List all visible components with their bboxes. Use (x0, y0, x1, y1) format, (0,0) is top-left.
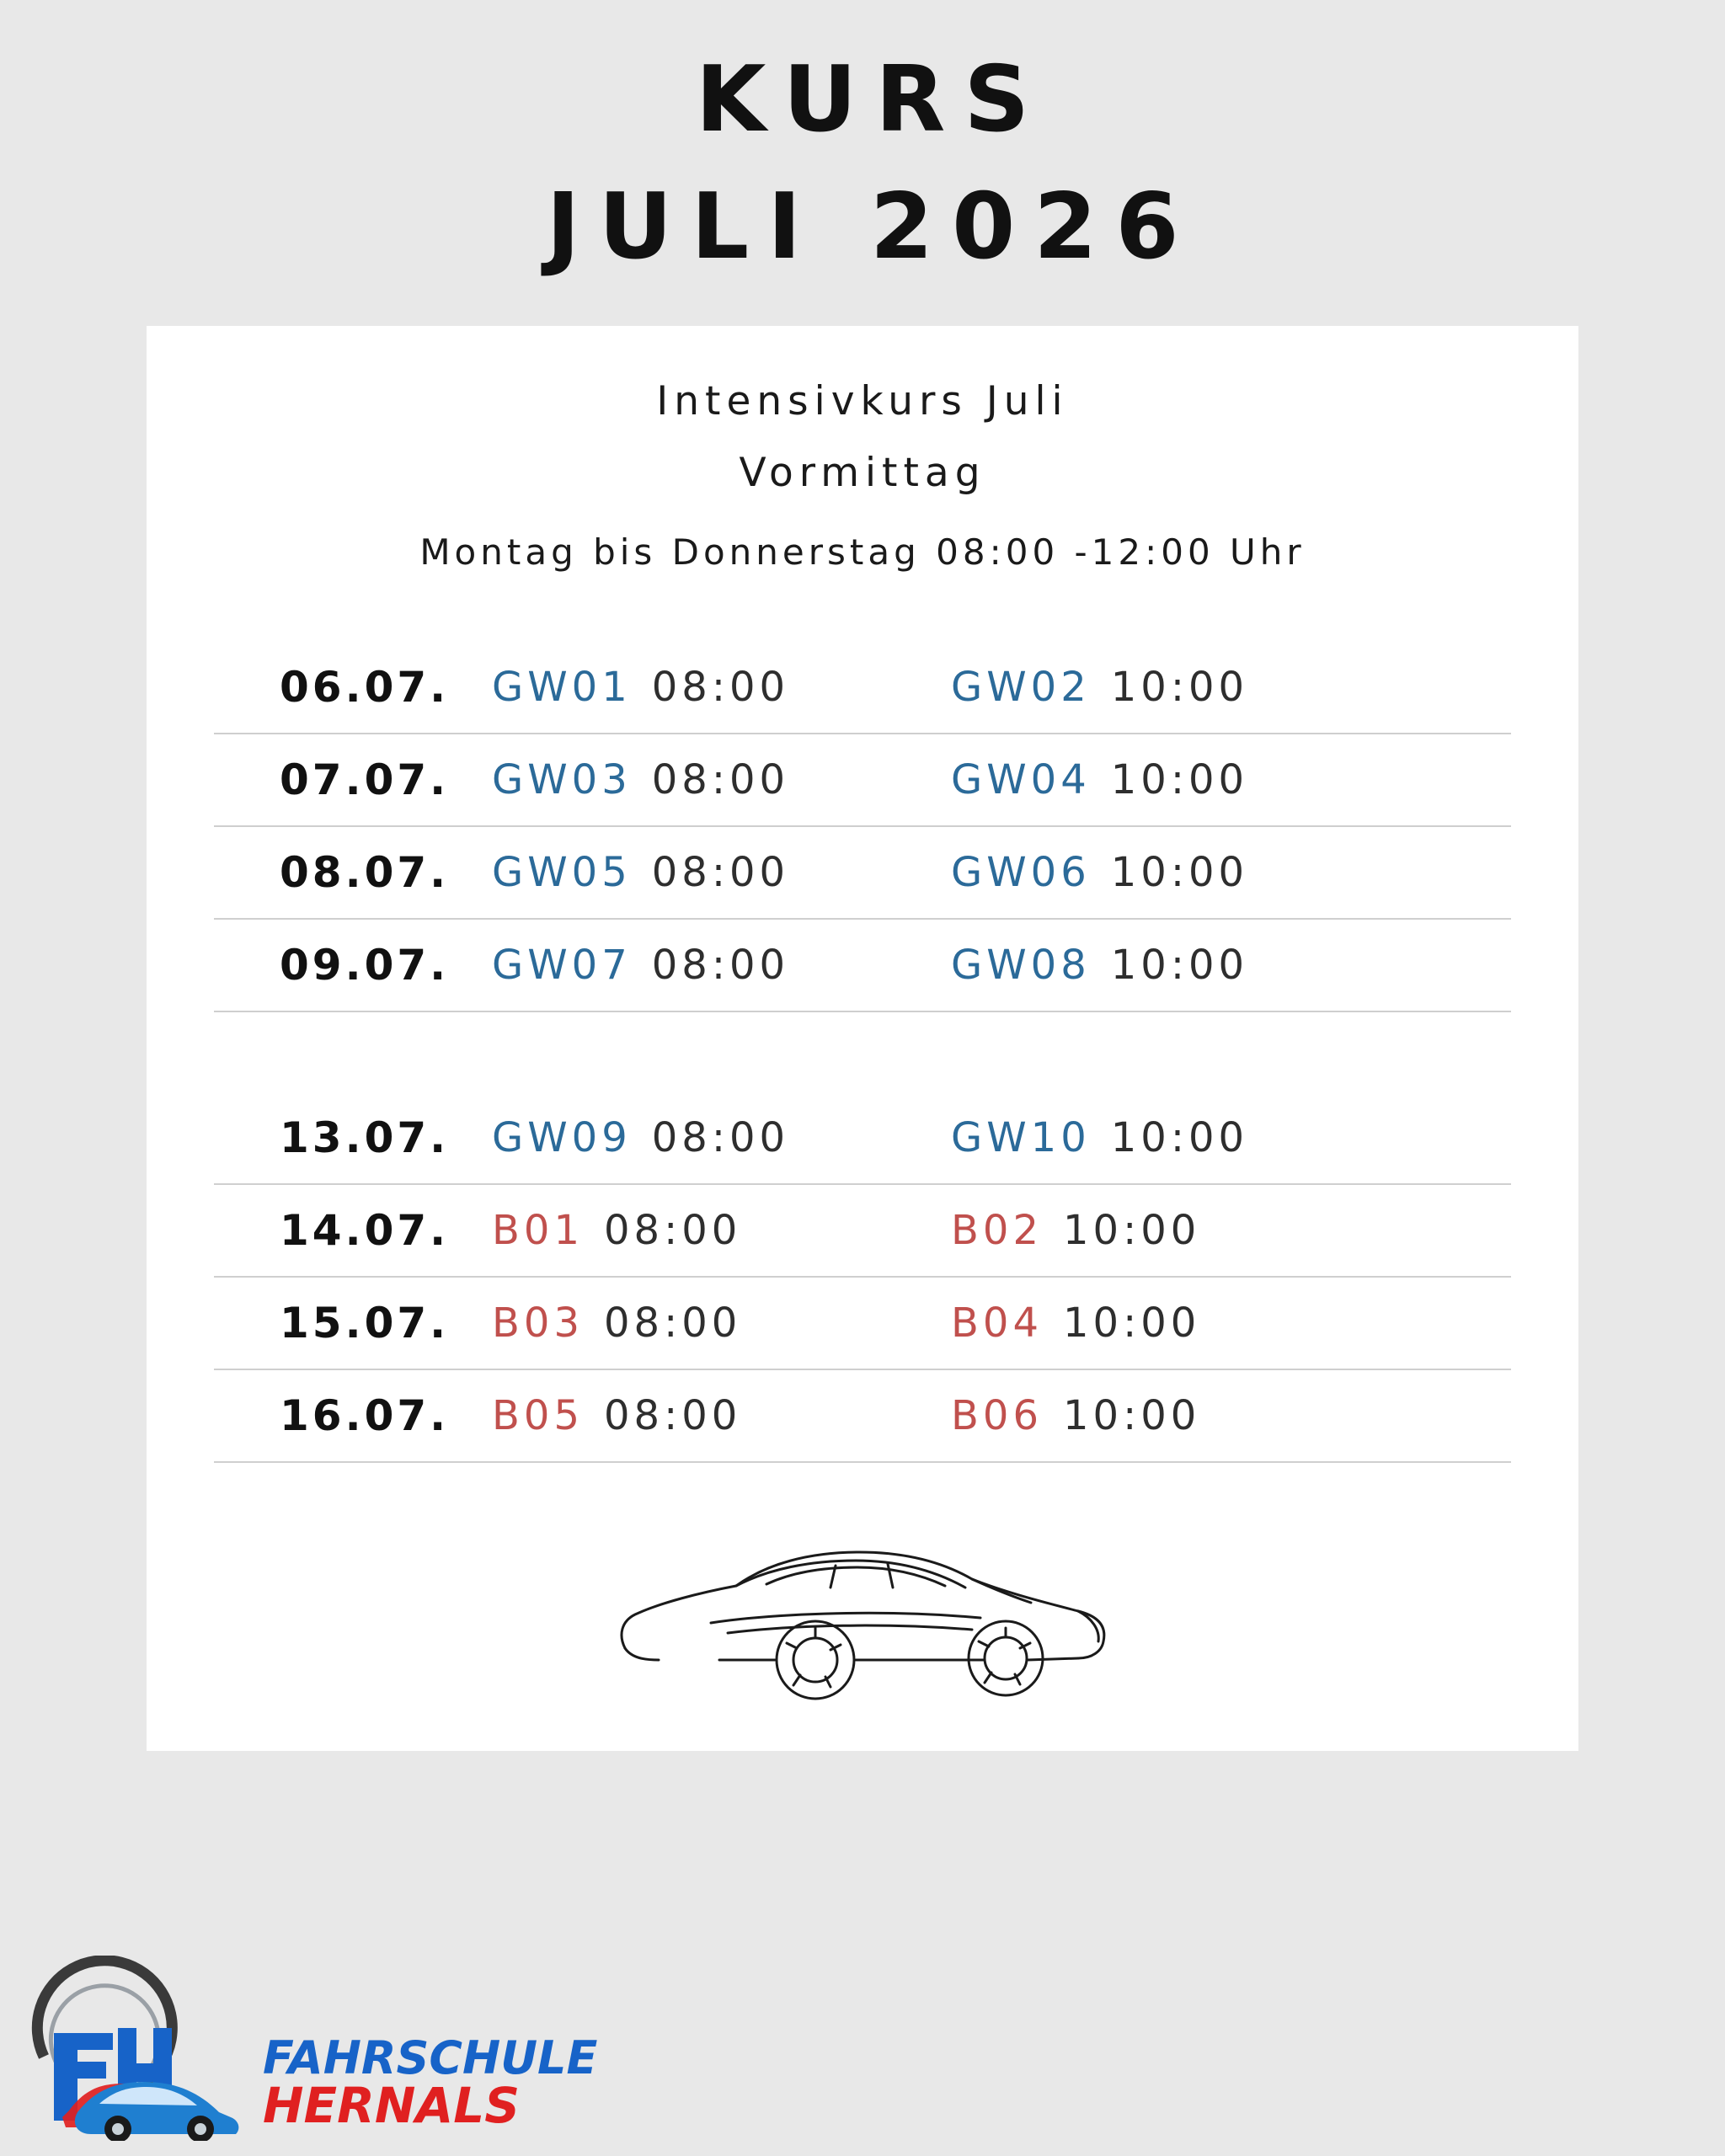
slot-code: GW07 (492, 941, 632, 989)
slot-time: 08:00 (651, 663, 790, 711)
slot-time: 10:00 (1063, 1206, 1201, 1254)
row-slot-2 (951, 1114, 1406, 1161)
slot-code: GW09 (492, 1113, 632, 1161)
table-row (214, 642, 1511, 734)
row-slot-1 (492, 1207, 951, 1254)
row-date: 08.07. (280, 847, 450, 897)
slot-code: GW10 (951, 1113, 1091, 1161)
schedule-table (214, 642, 1511, 1463)
table-row (214, 827, 1511, 920)
car-illustration (147, 1540, 1578, 1700)
row-date: 06.07. (280, 662, 450, 712)
slot-code: GW03 (492, 755, 632, 803)
row-slot-2 (951, 1207, 1406, 1254)
slot-time: 10:00 (1110, 663, 1249, 711)
row-slot-2 (951, 1299, 1406, 1347)
schedule-group (214, 642, 1511, 1012)
row-slot-1 (492, 1392, 951, 1439)
slot-time: 08:00 (604, 1391, 742, 1439)
slot-code: B05 (492, 1391, 585, 1439)
schedule-group-separator (214, 1012, 1511, 1092)
title-line-kurs: KURS (695, 47, 1049, 152)
subtitle-daypart: Vormittag (739, 449, 986, 496)
row-slot-2 (951, 849, 1406, 896)
table-row (214, 1278, 1511, 1370)
slot-code: GW01 (492, 663, 632, 711)
slot-time: 10:00 (1110, 941, 1249, 989)
row-date: 14.07. (280, 1205, 450, 1255)
slot-code: GW04 (951, 755, 1091, 803)
slot-time: 08:00 (604, 1299, 742, 1347)
row-slot-1 (492, 664, 951, 711)
fahrschule-hernals-logo (19, 1956, 608, 2141)
table-row (214, 1370, 1511, 1463)
table-row (214, 1185, 1511, 1278)
row-slot-1 (492, 942, 951, 989)
slot-code: GW02 (951, 663, 1091, 711)
row-date: 07.07. (280, 755, 450, 804)
schedule-card (147, 326, 1578, 1751)
row-slot-2 (951, 664, 1406, 711)
slot-time: 10:00 (1063, 1391, 1201, 1439)
slot-code: B02 (951, 1206, 1044, 1254)
car-outline-icon (610, 1540, 1115, 1700)
table-row (214, 734, 1511, 827)
slot-time: 08:00 (651, 1113, 790, 1161)
row-slot-2 (951, 942, 1406, 989)
slot-code: GW05 (492, 848, 632, 896)
poster-title (0, 47, 1725, 280)
slot-code: GW08 (951, 941, 1091, 989)
row-slot-2 (951, 756, 1406, 803)
slot-time: 08:00 (651, 755, 790, 803)
schedule-group (214, 1092, 1511, 1463)
row-date: 09.07. (280, 940, 450, 990)
row-slot-2 (951, 1392, 1406, 1439)
slot-code: B04 (951, 1299, 1044, 1347)
slot-code: B06 (951, 1391, 1044, 1439)
row-date: 16.07. (280, 1390, 450, 1440)
row-slot-1 (492, 849, 951, 896)
slot-time: 10:00 (1110, 848, 1249, 896)
table-row (214, 1092, 1511, 1185)
slot-time: 10:00 (1063, 1299, 1201, 1347)
logo-graphic (19, 1956, 608, 2141)
logo-line-1: FAHRSCHULE (263, 2031, 598, 2084)
row-date: 15.07. (280, 1298, 450, 1348)
slot-code: B01 (492, 1206, 585, 1254)
row-slot-1 (492, 1114, 951, 1161)
subtitle-course: Intensivkurs Juli (656, 377, 1069, 424)
title-line-month-year: JULI 2026 (546, 174, 1198, 280)
slot-code: GW06 (951, 848, 1091, 896)
slot-time: 08:00 (651, 941, 790, 989)
slot-time: 08:00 (604, 1206, 742, 1254)
row-slot-1 (492, 756, 951, 803)
row-date: 13.07. (280, 1113, 450, 1162)
slot-time: 08:00 (651, 848, 790, 896)
slot-time: 10:00 (1110, 1113, 1249, 1161)
row-slot-1 (492, 1299, 951, 1347)
slot-time: 10:00 (1110, 755, 1249, 803)
table-row (214, 920, 1511, 1012)
logo-line-2: HERNALS (263, 2077, 520, 2134)
slot-code: B03 (492, 1299, 585, 1347)
subtitle-hours: Montag bis Donnerstag 08:00 -12:00 Uhr (419, 531, 1306, 573)
